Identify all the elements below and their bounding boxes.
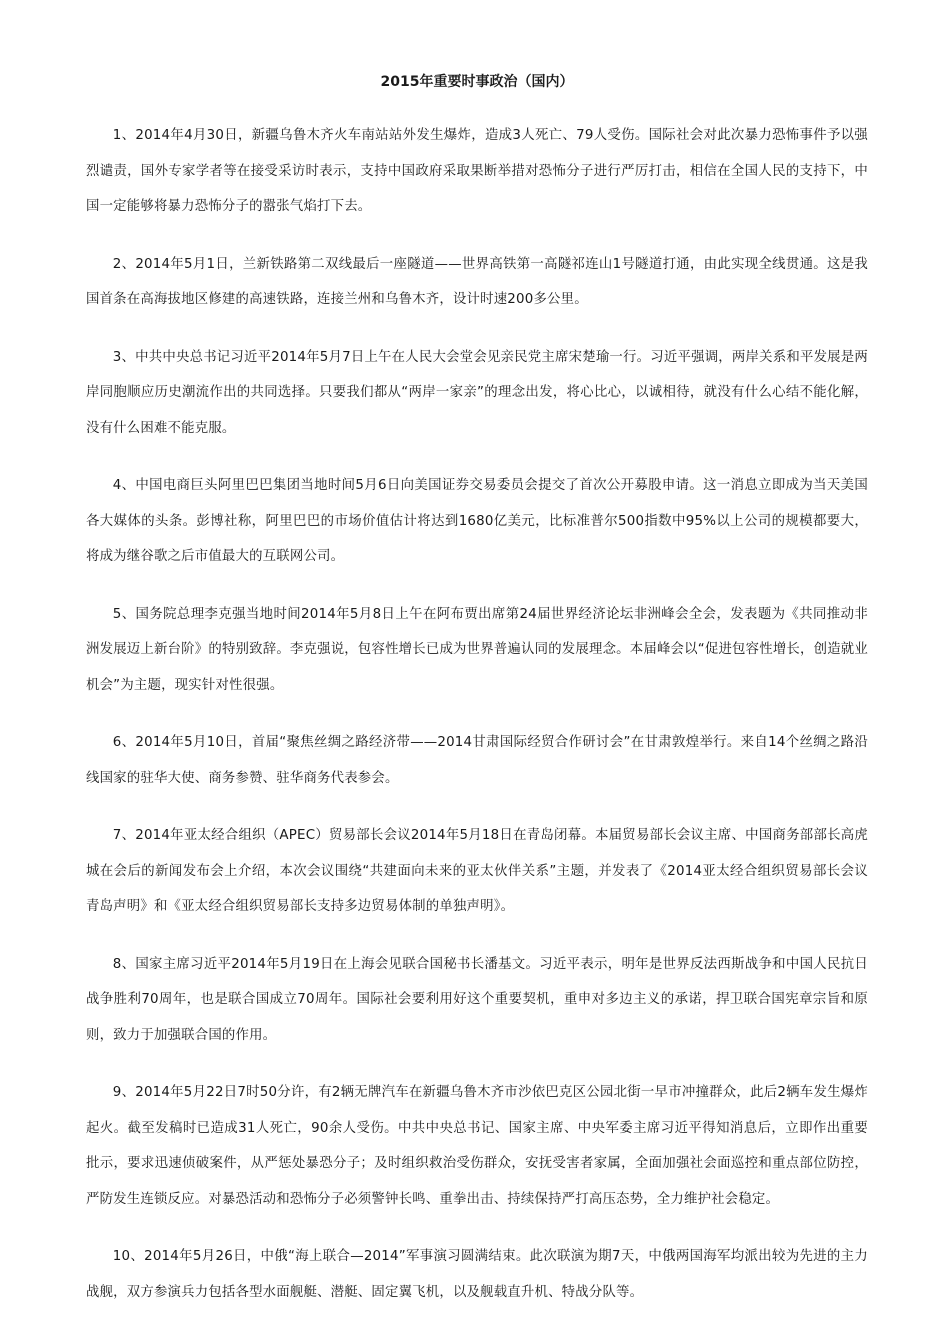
paragraph-7: 7、2014年亚太经合组织（APEC）贸易部长会议2014年5月18日在青岛闭幕。本届贸易部长会议主席、中国商务部部长高虎城在会后的新闻发布会上介绍，本次会议围绕“共建面向未来的亚太伙伴关系”主题，并发表了《2014亚太经合组织贸易部长会议青岛声明》和《亚太经合组织贸易部长支持多边贸易体制的单独声明》。 <box>86 828 868 914</box>
paragraph-10: 10、2014年5月26日，中俄“海上联合—2014”军事演习圆满结束。此次联演为期7天，中俄两国海军均派出较为先进的主力战舰，双方参演兵力包括各型水面舰艇、潜艇、固定翼飞机，以及舰载直升机、特战分队等。 <box>86 1249 868 1300</box>
paragraph-1: 1、2014年4月30日，新疆乌鲁木齐火车南站站外发生爆炸，造成3人死亡、79人受伤。国际社会对此次暴力恐怖事件予以强烈谴责，国外专家学者等在接受采访时表示，支持中国政府采取果断举措对恐怖分子进行严厉打击，相信在全国人民的支持下，中国一定能够将暴力恐怖分子的嚣张气焰打下去。 <box>86 128 868 214</box>
document-page <box>86 72 868 1332</box>
paragraph-9: 9、2014年5月22日7时50分许，有2辆无牌汽车在新疆乌鲁木齐市沙依巴克区公园北街一早市冲撞群众，此后2辆车发生爆炸起火。截至发稿时已造成31人死亡，90余人受伤。中共中央总书记、国家主席、中央军委主席习近平得知消息后，立即作出重要批示，要求迅速侦破案件，从严惩处暴恐分子；及时组织救治受伤群众，安抚受害者家属，全面加强社会面巡控和重点部位防控，严防发生连锁反应。对暴恐活动和恐怖分子必须警钟长鸣、重拳出击、持续保持严打高压态势，全力维护社会稳定。 <box>86 1085 868 1207</box>
document-title: 2015年重要时事政治（国内） <box>380 74 574 90</box>
paragraph-4: 4、中国电商巨头阿里巴巴集团当地时间5月6日向美国证券交易委员会提交了首次公开募股申请。这一消息立即成为当天美国各大媒体的头条。彭博社称，阿里巴巴的市场价值估计将达到1680亿美元，比标准普尔500指数中95%以上公司的规模都要大，将成为继谷歌之后市值最大的互联网公司。 <box>86 478 868 564</box>
paragraph-8: 8、国家主席习近平2014年5月19日在上海会见联合国秘书长潘基文。习近平表示，明年是世界反法西斯战争和中国人民抗日战争胜利70周年，也是联合国成立70周年。国际社会要利用好这个重要契机，重申对多边主义的承诺，捍卫联合国宪章宗旨和原则，致力于加强联合国的作用。 <box>86 956 868 1043</box>
paragraph-2: 2、2014年5月1日，兰新铁路第二双线最后一座隧道——世界高铁第一高隧祁连山1号隧道打通，由此实现全线贯通。这是我国首条在高海拔地区修建的高速铁路，连接兰州和乌鲁木齐，设计时速200多公里。 <box>86 256 868 307</box>
paragraph-3: 3、中共中央总书记习近平2014年5月7日上午在人民大会堂会见亲民党主席宋楚瑜一行。习近平强调，两岸关系和平发展是两岸同胞顺应历史潮流作出的共同选择。只要我们都从“两岸一家亲”的理念出发，将心比心，以诚相待，就没有什么心结不能化解，没有什么困难不能克服。 <box>86 349 868 436</box>
paragraph-5: 5、国务院总理李克强当地时间2014年5月8日上午在阿布贾出席第24届世界经济论坛非洲峰会全会，发表题为《共同推动非洲发展迈上新台阶》的特别致辞。李克强说，包容性增长已成为世界普遍认同的发展理念。本届峰会以“促进包容性增长，创造就业机会”为主题，现实针对性很强。 <box>86 606 868 693</box>
paragraph-6: 6、2014年5月10日，首届“聚焦丝绸之路经济带——2014甘肃国际经贸合作研讨会”在甘肃敦煌举行。来自14个丝绸之路沿线国家的驻华大使、商务参赞、驻华商务代表参会。 <box>86 735 868 786</box>
